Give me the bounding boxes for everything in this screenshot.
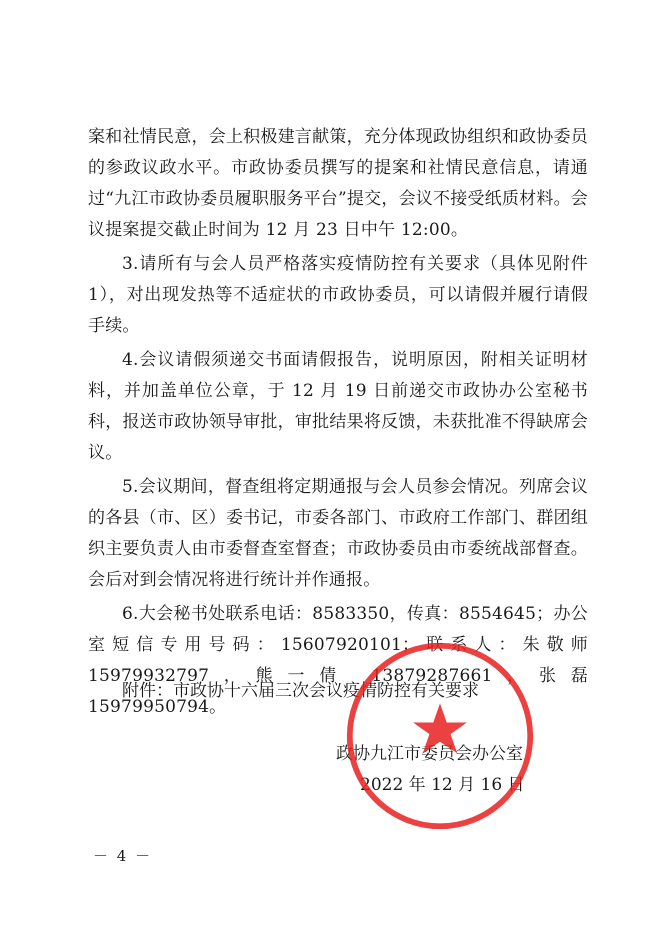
issue-date: 2022 年 12 月 16 日: [360, 775, 525, 795]
paragraph-item-6: 6.大会秘书处联系电话：8583350，传真：8554645；办公室短信专用号码：15607920101；联系人：朱敬师 15979932797，熊一倩 13879287661，张磊 15979950794。: [88, 604, 588, 717]
signer: 政协九江市委员会办公室: [336, 744, 523, 764]
seal-icon: [344, 640, 536, 832]
page-number: － 4 －: [93, 847, 153, 865]
attachment-line: 附件：市政协十六届三次会议疫情防控有关要求: [122, 681, 479, 701]
paragraph-item-3: 3.请所有与会人员严格落实疫情防控有关要求（具体见附件 1），对出现发热等不适症状的市政协委员，可以请假并履行请假手续。: [88, 254, 588, 336]
seal-star-icon: [413, 703, 467, 753]
paragraph-item-4: 4.会议请假须递交书面请假报告，说明原因，附相关证明材料，并加盖单位公章，于 12 月 19 日前递交市政协办公室秘书科，报送市政协领导审批，审批结果将反馈，未获批准不得缺席会议。: [88, 350, 588, 463]
body-text: [88, 122, 588, 723]
paragraph-item-5: 5.会议期间，督查组将定期通报与会人员参会情况。列席会议的各县（市、区）委书记，市委各部门、市政府工作部门、群团组织主要负责人由市委督查室督查；市政协委员由市委统战部督查。会后对到会情况将进行统计并作通报。: [88, 477, 588, 590]
official-seal: [344, 640, 536, 832]
paragraph-continued: 案和社情民意，会上积极建言献策，充分体现政协组织和政协委员的参政议政水平。市政协委员撰写的提案和社情民意信息，请通过“九江市政协委员履职服务平台”提交，会议不接受纸质材料。会议提案提交截止时间为 12 月 23 日中午 12:00。: [88, 127, 588, 240]
